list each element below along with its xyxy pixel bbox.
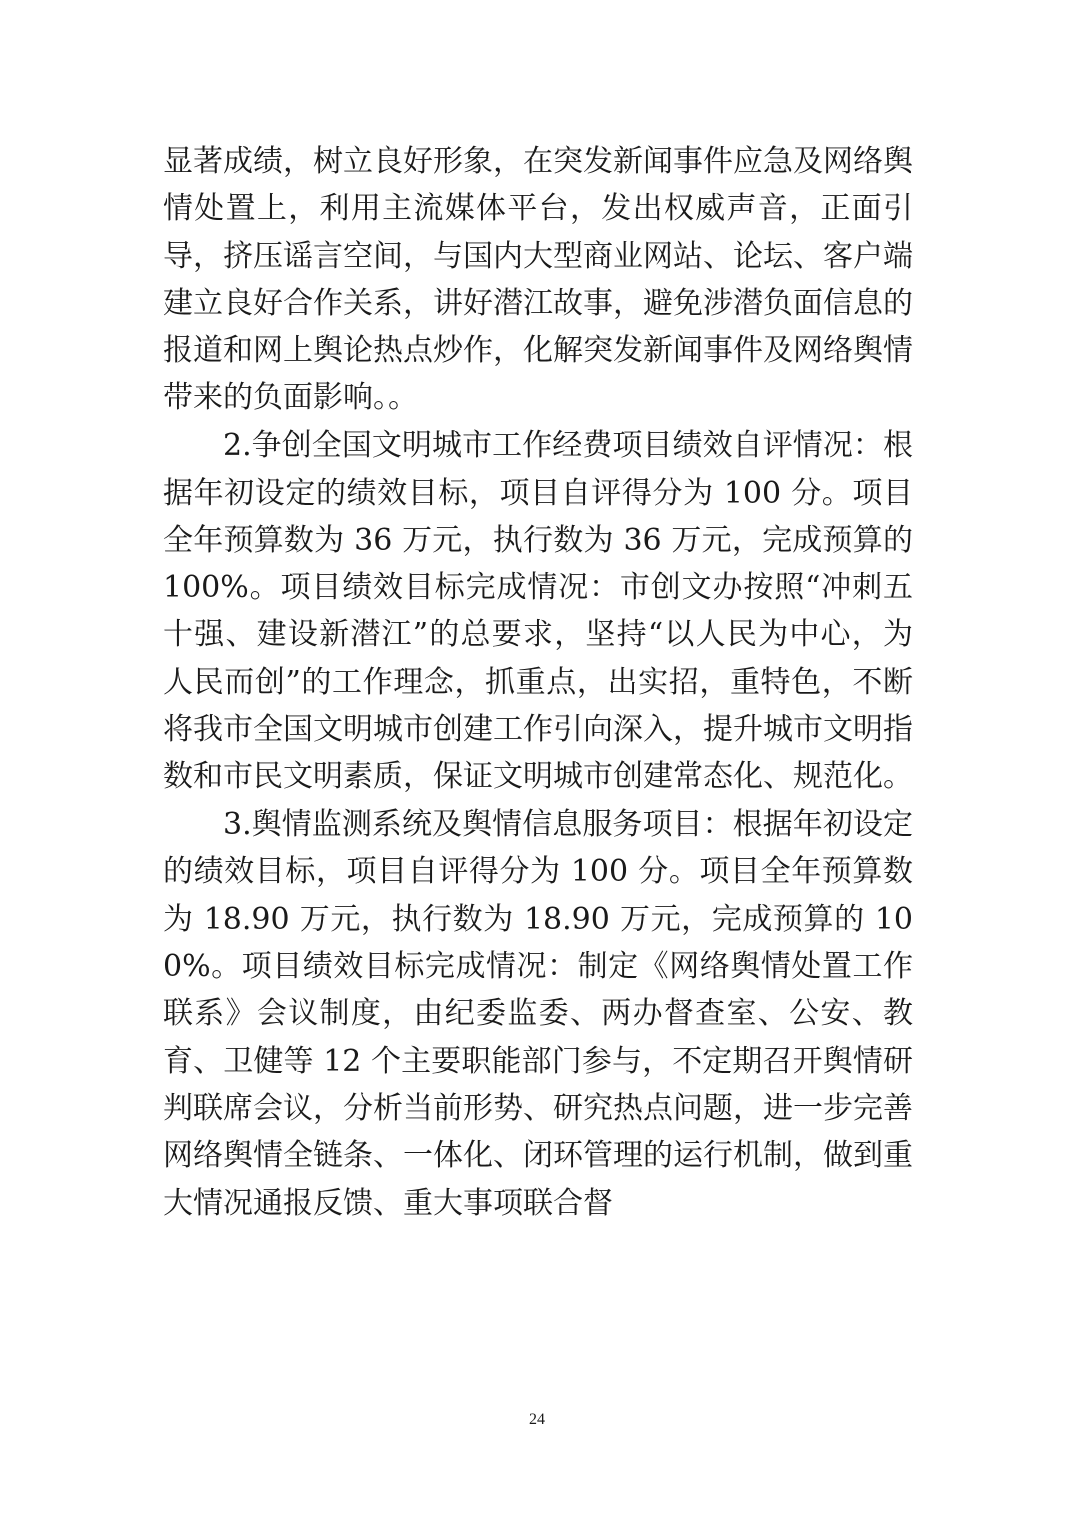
paragraph-continuation: 显著成绩，树立良好形象，在突发新闻事件应急及网络舆情处置上，利用主流媒体平台，发出权威声音，正面引导，挤压谣言空间，与国内大型商业网站、论坛、客户端建立良好合作关系，讲好潜江故事，避免涉潜负面信息的报道和网上舆论热点炒作，化解突发新闻事件及网络舆情带来的负面影响。。	[163, 144, 913, 416]
paragraph-item-3: 3.舆情监测系统及舆情信息服务项目：根据年初设定的绩效目标，项目自评得分为 100 分。项目全年预算数为 18.90 万元，执行数为 18.90 万元，完成预算的 100%。项目绩效目标完成情况：制定《网络舆情处置工作联系》会议制度，由纪委监委、两办督查室、公安、教育、卫健等 12 个主要职能部门参与，不定期召开舆情研判联席会议，分析当前形势、研究热点问题，进一步完善网络舆情全链条、一体化、闭环管理的运行机制，做到重大情况通报反馈、重大事项联合督	[163, 807, 913, 1221]
page-number: 24	[529, 1411, 545, 1428]
paragraph-item-2: 2.争创全国文明城市工作经费项目绩效自评情况：根据年初设定的绩效目标，项目自评得分为 100 分。项目全年预算数为 36 万元，执行数为 36 万元，完成预算的 100%。项目绩效目标完成情况：市创文办按照“冲刺五十强、建设新潜江”的总要求，坚持“以人民为中心，为人民而创”的工作理念，抓重点，出实招，重特色，不断将我市全国文明城市创建工作引向深入，提升城市文明指数和市民文明素质，保证文明城市创建常态化、规范化。	[163, 428, 913, 795]
body-text	[163, 138, 913, 1227]
